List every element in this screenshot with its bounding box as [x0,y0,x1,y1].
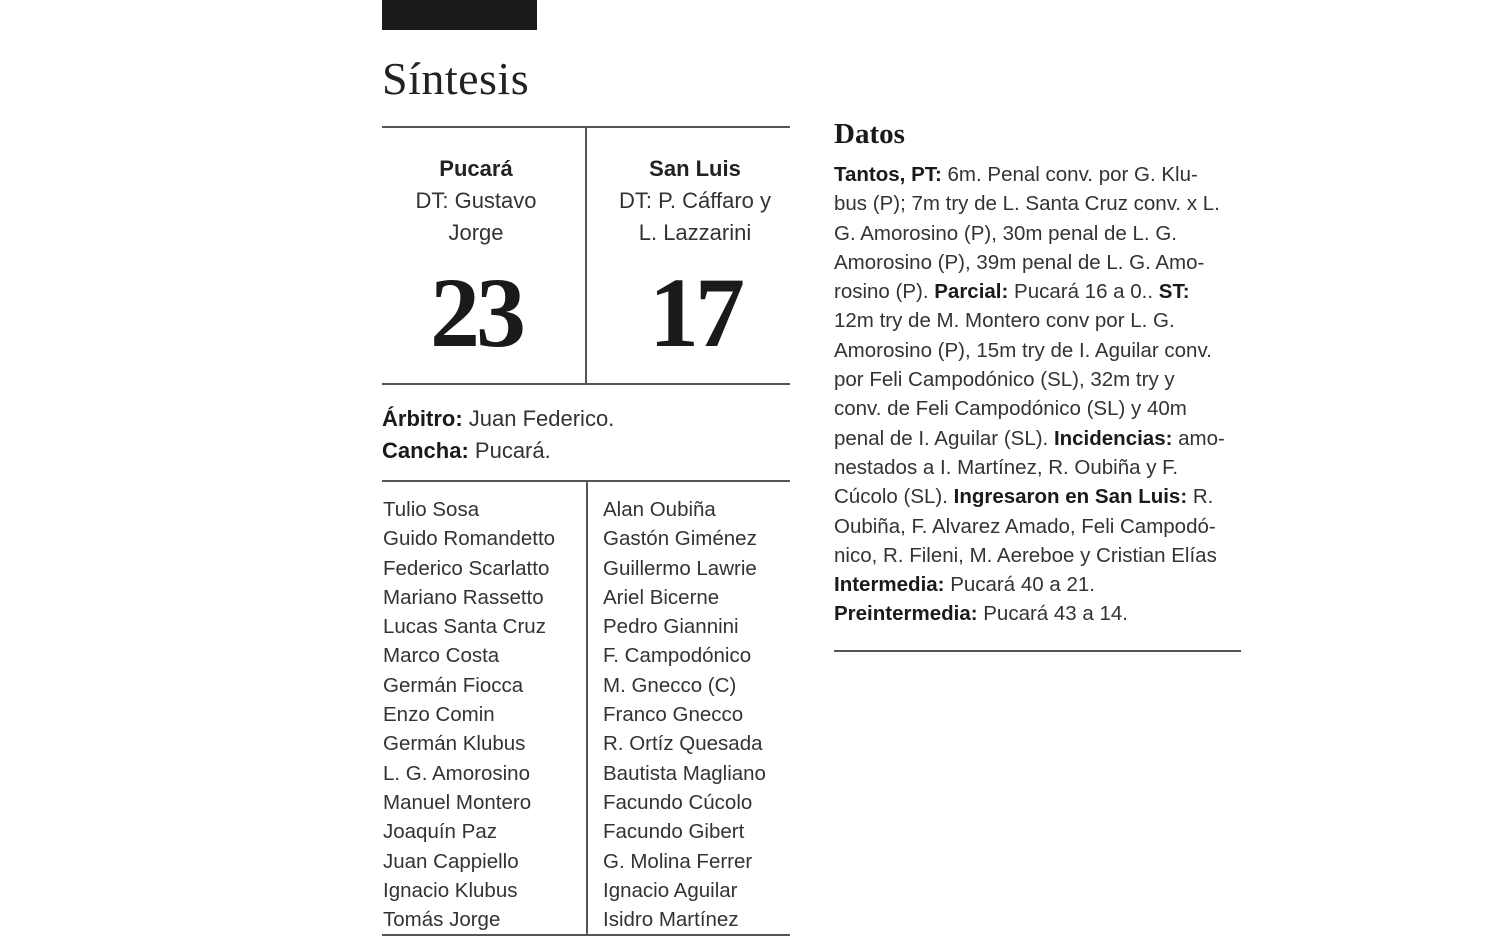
player-name: Germán Klubus [383,732,526,756]
player-name: Alan Oubiña [603,498,716,521]
player-name: Gastón Giménez [603,527,757,551]
player-name: Ariel Bicerne [603,585,720,609]
player-name: G. Molina Ferrer [603,849,753,873]
datos-label: Incidencias: [1053,426,1173,450]
player-name: L. G. Amorosino [383,761,530,785]
datos-text: Pucará 43 a 14. [977,602,1128,626]
player-name: M. Gnecco (C) [603,673,737,697]
datos-text: 12m try de M. Montero conv por L. G. [834,309,1175,333]
player-name: Isidro Martínez [603,908,739,932]
team-coach: DT: P. Cáffaro y [618,188,772,213]
player-name: Guido Romandetto [383,527,556,551]
player-name: Enzo Comin [383,703,495,727]
player-name: Federico Scarlatto [383,556,550,580]
player-name: F. Campodónico [603,644,752,668]
field-line [382,435,551,467]
datos-line [834,336,1244,365]
datos-text: R. [1187,485,1214,509]
player-name: Tulio Sosa [383,498,480,521]
datos-text: G. Amorosino (P), 30m penal de L. G. [834,221,1177,245]
datos-label: Tantos, PT: [834,163,942,186]
player-name: Joaquín Paz [383,820,497,844]
datos-label: ST: [1158,280,1190,304]
player-name: Lucas Santa Cruz [383,615,546,639]
datos-text: bus (P); 7m try de L. Santa Cruz conv. x L. [834,192,1220,216]
datos-text: nico, R. Fileni, M. Aereboe y Cristian Elías [834,543,1217,567]
datos-line [834,248,1244,277]
datos-text: por Feli Campodónico (SL), 32m try y [834,368,1175,392]
player-name: Guillermo Lawrie [603,556,757,580]
scoreboard-divider [585,127,587,384]
datos-line [834,160,1244,189]
datos-line [834,365,1244,394]
datos-line [834,599,1244,628]
datos-label: Ingresaron en San Luis: [953,485,1188,509]
field-label: Cancha: [382,438,469,463]
team-score: 17 [649,257,741,368]
datos-bottom-rule [834,650,1241,652]
player-name: Mariano Rassetto [383,585,544,609]
referee-line [382,403,614,435]
section-header-bar [382,0,537,30]
team-home [374,153,578,368]
datos-label: Parcial: [934,280,1009,304]
player-name: Juan Cappiello [383,849,519,873]
datos-line [834,482,1244,511]
datos-text: Amorosino (P), 15m try de I. Aguilar conv. [834,338,1212,362]
datos-title: Datos [834,118,905,150]
player-name: Marco Costa [383,644,500,668]
player-name: R. Ortíz Quesada [603,732,763,756]
datos-label: Intermedia: [834,573,945,597]
datos-body [834,160,1244,629]
player-name: Manuel Montero [383,790,532,814]
player-name: Ignacio Klubus [383,878,518,902]
player-name: Tomás Jorge [383,908,501,932]
player-name: Germán Fiocca [383,673,524,697]
datos-line [834,394,1244,423]
datos-text: amo- [1172,426,1225,450]
datos-text: Oubiña, F. Alvarez Amado, Feli Campodó- [834,514,1216,538]
lineup-away [603,495,766,934]
team-score: 23 [430,257,522,368]
player-name: Franco Gnecco [603,703,744,727]
player-name: Pedro Giannini [603,615,739,639]
player-name: Ignacio Aguilar [603,878,738,902]
datos-line [834,541,1244,570]
team-name: Pucará [439,156,513,181]
datos-text: penal de I. Aguilar (SL). [834,426,1054,450]
referee-label: Árbitro: [382,406,463,431]
datos-line [834,189,1244,218]
section-title: Síntesis [382,53,530,104]
team-coach: Jorge [448,220,504,245]
player-name: Facundo Cúcolo [603,790,753,814]
datos-line [834,512,1244,541]
datos-label: Preintermedia: [834,602,978,626]
datos-text: rosino (P). [834,280,935,304]
team-coach: L. Lazzarini [638,220,752,245]
team-name: San Luis [649,156,741,181]
field-value: Pucará. [468,438,551,463]
datos-line [834,277,1244,306]
datos-text: Amorosino (P), 39m penal de L. G. Amo- [834,250,1205,274]
datos-line [834,424,1244,453]
team-away [593,153,797,368]
datos-line [834,453,1244,482]
datos-text: Pucará 40 a 21. [944,573,1095,597]
scoreboard-bottom-rule [382,383,790,385]
datos-text: 6m. Penal conv. por G. Klu- [941,163,1198,186]
datos-line [834,219,1244,248]
player-name: Facundo Gibert [603,820,745,844]
lineup-divider [586,481,588,934]
player-name: Bautista Magliano [603,761,766,785]
datos-line [834,570,1244,599]
lineup-home [383,495,555,934]
datos-text: conv. de Feli Campodónico (SL) y 40m [834,397,1187,421]
referee-value: Juan Federico. [462,406,615,431]
team-coach: DT: Gustavo [415,188,537,213]
datos-text: Cúcolo (SL). [834,485,954,509]
datos-line [834,306,1244,335]
datos-text: Pucará 16 a 0.. [1008,280,1159,304]
datos-text: nestados a I. Martínez, R. Oubiña y F. [834,455,1179,479]
